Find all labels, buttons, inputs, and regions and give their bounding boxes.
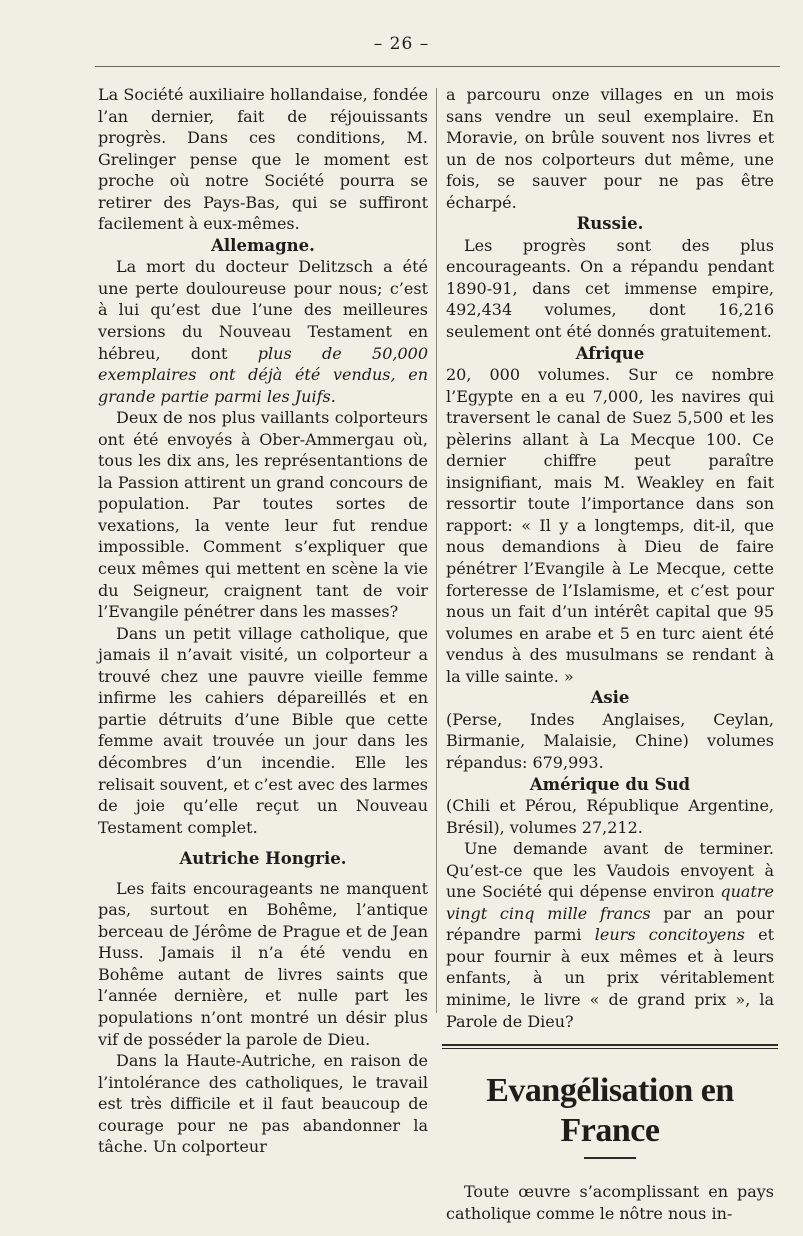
heading-autriche-hongrie: Autriche Hongrie.	[179, 849, 347, 869]
paragraph-village: Dans un petit village catholique, que jamais il n’avait visité, un colporteur a trouvé chez une pauvre vieille femme infirme les cahiers dépareillés et en partie détruits d’une Bible que cette femme avait trouvée un jour dans les décombres d’un incendie. Elle les relisait souvent, et c’est avec des larmes de joie qu’elle reçut un Nouveau Testament complet.	[98, 623, 428, 837]
heading-afrique: Afrique	[575, 343, 645, 363]
paragraph-ober-ammergau: Deux de nos plus vaillants colporteurs ont été envoyés à Ober-Ammergau où, tous les dix ans, les représentantions de la Passion attirent un grand concours de population. Par toutes sortes de vexations, la vente leur fut rendue impossible. Comment s’expliquer que ceux mêmes qui mettent en scène la vie du Seigneur, craignent tant de voir l’Evangile pénétrer dans les masses?	[98, 408, 428, 622]
paragraph-vaudois-emphasis-2: leurs concitoyens	[594, 925, 745, 945]
paragraph-delitzsch-text: La mort du docteur Delitzsch a été une perte douloureuse pour nous; c’est à lui qu’est due l’une des meilleures versions du Nouveau Testament en hébreu, dont	[98, 257, 428, 363]
section-title-rule	[584, 1157, 636, 1159]
paragraph-boheme: Les faits encourageants ne manquent pas, surtout en Bohême, l’antique berceau de Jérôme de Prague et de Jean Huss. Jamais il n’a été vendu en Bohême autant de livres saints que l’année dernière, et nulle part les populations n’ont montré un désir plus vif de posséder la parole de Dieu.	[98, 878, 428, 1049]
paragraph-france: Toute œuvre s’acomplissant en pays catholique comme le nôtre nous in-	[446, 1182, 774, 1223]
paragraph-russie: Les progrès sont des plus encourageants. On a répandu pendant 1890-91, dans cet immense empire, 492,434 volumes, dont 16,216 seulement ont été donnés gratuitement.	[446, 235, 774, 342]
right-column	[446, 84, 774, 1224]
paragraph-vaudois	[446, 838, 774, 1032]
page-number: – 26 –	[373, 34, 430, 54]
heading-amerique-du-sud: Amérique du Sud	[529, 774, 691, 794]
section-title: Evangélisation en France	[486, 1072, 734, 1150]
paragraph-delitzsch-emphasis: plus de 50,000 exemplaires ont déjà été vendus, en grande partie parmi les Juifs.	[98, 343, 428, 406]
paragraph-vaudois-text-1: Une demande avant de terminer. Qu’est-ce que les Vaudois envoyent à une Société qui dépense environ	[446, 839, 774, 902]
paragraph-vaudois-emphasis-1: quatre vingt cinq mille francs	[446, 882, 774, 923]
section-rule-thin	[442, 1048, 778, 1049]
paragraph-amerique: (Chili et Pérou, République Argentine, Brésil), volumes 27,212.	[446, 796, 774, 837]
paragraph-hollandaise: La Société auxiliaire hollandaise, fondée l’an dernier, fait de réjouissants progrès. Dans ces conditions, M. Grelinger pense que le moment est proche où notre Société pourra se retirer des Pays-Bas, qui se suffiront facilement à eux-mêmes.	[98, 85, 428, 234]
header-rule	[95, 66, 780, 67]
paragraph-haute-autriche: Dans la Haute-Autriche, en raison de l’intolérance des catholiques, le travail est très difficile et il faut beaucoup de courage pour ne pas abandonner la tâche. Un colporteur	[98, 1051, 428, 1157]
paragraph-moravie: a parcouru onze villages en un mois sans vendre un seul exemplaire. En Moravie, on brûle souvent nos livres et un de nos colporteurs dut même, une fois, se sauver pour ne pas être écharpé.	[446, 85, 774, 212]
paragraph-asie: (Perse, Indes Anglaises, Ceylan, Birmanie, Malaisie, Chine) volumes répandus: 679,993.	[446, 709, 774, 772]
paragraph-afrique: 20, 000 volumes. Sur ce nombre l’Egypte en a eu 7,000, les navires qui traversent le canal de Suez 5,500 et les pèlerins allant à La Mecque 100. Ce dernier chiffre peut paraître insignifiant, mais M. Weakley en fait ressortir toute l’importance dans son rapport: « Il y a longtemps, dit-il, que nous demandions à Dieu de faire pénétrer l’Evangile à Le Mecque, cette forteresse de l’Islamisme, et c’est pour nous un fait d’un intérêt capital que 95 volumes en arabe et 5 en turc aient été vendus à des musulmans se rendant à la ville sainte. »	[446, 365, 774, 686]
heading-russie: Russie.	[576, 214, 644, 234]
column-divider	[436, 88, 437, 1013]
paragraph-vaudois-text-3: et pour fournir à eux mêmes et à leurs enfants, à un prix véritablement minime, le livre « de grand prix », la Parole de Dieu?	[446, 925, 774, 1031]
section-rule-thick	[442, 1044, 778, 1046]
heading-asie: Asie	[590, 688, 630, 708]
heading-allemagne: Allemagne.	[211, 235, 315, 255]
left-column	[98, 84, 428, 1158]
paragraph-vaudois-text-2: par an pour répandre parmi	[446, 903, 775, 945]
paragraph-delitzsch	[98, 256, 428, 407]
